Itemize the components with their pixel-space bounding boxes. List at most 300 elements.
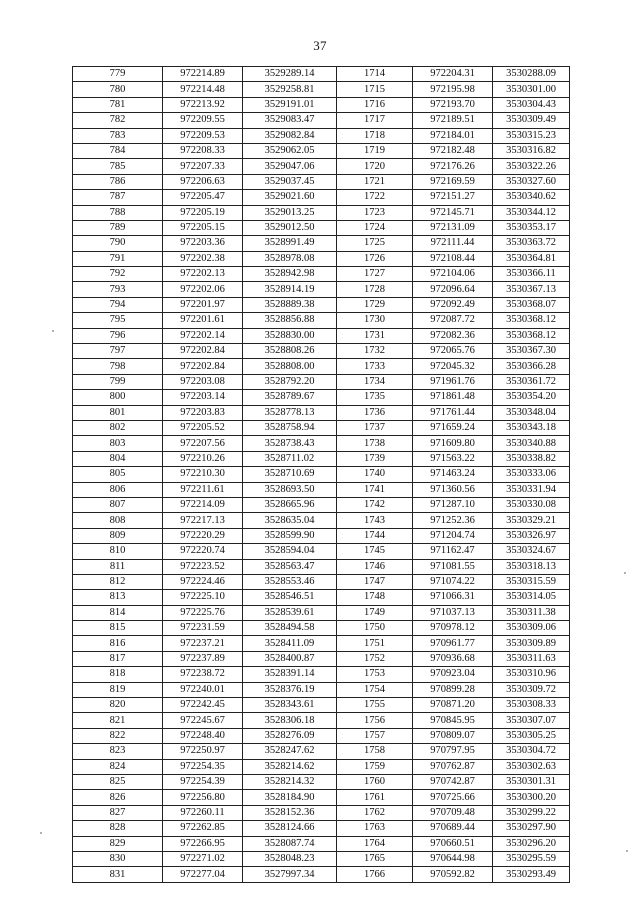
y-coordinate-cell: 3530344.12 xyxy=(493,205,570,220)
point-number-cell: 826 xyxy=(73,790,163,805)
point-number-cell: 1741 xyxy=(337,482,413,497)
point-number-cell: 804 xyxy=(73,451,163,466)
y-coordinate-cell: 3528978.08 xyxy=(243,251,337,266)
table-row xyxy=(73,651,570,666)
x-coordinate-cell: 972266.95 xyxy=(163,836,243,851)
table-row xyxy=(73,359,570,374)
y-coordinate-cell: 3528553.46 xyxy=(243,574,337,589)
y-coordinate-cell: 3530364.81 xyxy=(493,251,570,266)
y-coordinate-cell: 3528789.67 xyxy=(243,390,337,405)
y-coordinate-cell: 3528400.87 xyxy=(243,651,337,666)
point-number-cell: 1755 xyxy=(337,698,413,713)
x-coordinate-cell: 972260.11 xyxy=(163,805,243,820)
y-coordinate-cell: 3528539.61 xyxy=(243,605,337,620)
table-row xyxy=(73,851,570,866)
y-coordinate-cell: 3530304.72 xyxy=(493,744,570,759)
x-coordinate-cell: 972214.09 xyxy=(163,497,243,512)
x-coordinate-cell: 972203.14 xyxy=(163,390,243,405)
table-row xyxy=(73,328,570,343)
point-number-cell: 1717 xyxy=(337,113,413,128)
page-number: 37 xyxy=(313,38,327,53)
y-coordinate-cell: 3530367.13 xyxy=(493,282,570,297)
table-row xyxy=(73,574,570,589)
x-coordinate-cell: 972205.15 xyxy=(163,220,243,235)
point-number-cell: 1738 xyxy=(337,436,413,451)
y-coordinate-cell: 3528214.62 xyxy=(243,759,337,774)
table-row xyxy=(73,805,570,820)
table-row xyxy=(73,436,570,451)
table-row xyxy=(73,420,570,435)
x-coordinate-cell: 972131.09 xyxy=(413,220,493,235)
x-coordinate-cell: 972205.19 xyxy=(163,205,243,220)
y-coordinate-cell: 3530308.33 xyxy=(493,698,570,713)
y-coordinate-cell: 3530300.20 xyxy=(493,790,570,805)
y-coordinate-cell: 3528247.62 xyxy=(243,744,337,759)
point-number-cell: 819 xyxy=(73,682,163,697)
x-coordinate-cell: 970809.07 xyxy=(413,728,493,743)
x-coordinate-cell: 971074.22 xyxy=(413,574,493,589)
point-number-cell: 1719 xyxy=(337,143,413,158)
point-number-cell: 1763 xyxy=(337,821,413,836)
table-row xyxy=(73,744,570,759)
x-coordinate-cell: 972202.14 xyxy=(163,328,243,343)
x-coordinate-cell: 972238.72 xyxy=(163,667,243,682)
point-number-cell: 784 xyxy=(73,143,163,158)
point-number-cell: 788 xyxy=(73,205,163,220)
point-number-cell: 829 xyxy=(73,836,163,851)
x-coordinate-cell: 972145.71 xyxy=(413,205,493,220)
x-coordinate-cell: 972237.89 xyxy=(163,651,243,666)
y-coordinate-cell: 3530367.30 xyxy=(493,344,570,359)
point-number-cell: 1742 xyxy=(337,497,413,512)
y-coordinate-cell: 3528152.36 xyxy=(243,805,337,820)
table-row xyxy=(73,220,570,235)
point-number-cell: 1726 xyxy=(337,251,413,266)
table-row xyxy=(73,636,570,651)
x-coordinate-cell: 972210.26 xyxy=(163,451,243,466)
y-coordinate-cell: 3528808.26 xyxy=(243,344,337,359)
x-coordinate-cell: 972045.32 xyxy=(413,359,493,374)
point-number-cell: 1737 xyxy=(337,420,413,435)
x-coordinate-cell: 970797.95 xyxy=(413,744,493,759)
table-row xyxy=(73,467,570,482)
x-coordinate-cell: 970742.87 xyxy=(413,774,493,789)
x-coordinate-cell: 970871.20 xyxy=(413,698,493,713)
x-coordinate-cell: 970936.68 xyxy=(413,651,493,666)
point-number-cell: 779 xyxy=(73,67,163,82)
y-coordinate-cell: 3530366.11 xyxy=(493,267,570,282)
y-coordinate-cell: 3530315.59 xyxy=(493,574,570,589)
y-coordinate-cell: 3528665.96 xyxy=(243,497,337,512)
table-row xyxy=(73,621,570,636)
y-coordinate-cell: 3528048.23 xyxy=(243,851,337,866)
y-coordinate-cell: 3530368.12 xyxy=(493,328,570,343)
point-number-cell: 1749 xyxy=(337,605,413,620)
point-number-cell: 1765 xyxy=(337,851,413,866)
x-coordinate-cell: 971037.13 xyxy=(413,605,493,620)
x-coordinate-cell: 972092.49 xyxy=(413,297,493,312)
point-number-cell: 797 xyxy=(73,344,163,359)
table-row xyxy=(73,205,570,220)
y-coordinate-cell: 3528411.09 xyxy=(243,636,337,651)
point-number-cell: 793 xyxy=(73,282,163,297)
x-coordinate-cell: 972223.52 xyxy=(163,559,243,574)
x-coordinate-cell: 972225.10 xyxy=(163,590,243,605)
point-number-cell: 786 xyxy=(73,174,163,189)
table-row xyxy=(73,236,570,251)
y-coordinate-cell: 3528792.20 xyxy=(243,374,337,389)
table-row xyxy=(73,190,570,205)
point-number-cell: 1759 xyxy=(337,759,413,774)
x-coordinate-cell: 972256.80 xyxy=(163,790,243,805)
y-coordinate-cell: 3528914.19 xyxy=(243,282,337,297)
point-number-cell: 822 xyxy=(73,728,163,743)
point-number-cell: 1723 xyxy=(337,205,413,220)
table-row xyxy=(73,713,570,728)
table-row xyxy=(73,698,570,713)
table-row xyxy=(73,867,570,882)
point-number-cell: 1731 xyxy=(337,328,413,343)
y-coordinate-cell: 3530340.62 xyxy=(493,190,570,205)
y-coordinate-cell: 3530293.49 xyxy=(493,867,570,882)
point-number-cell: 1744 xyxy=(337,528,413,543)
point-number-cell: 827 xyxy=(73,805,163,820)
point-number-cell: 782 xyxy=(73,113,163,128)
point-number-cell: 803 xyxy=(73,436,163,451)
table-row xyxy=(73,159,570,174)
x-coordinate-cell: 972217.13 xyxy=(163,513,243,528)
point-number-cell: 1750 xyxy=(337,621,413,636)
point-number-cell: 796 xyxy=(73,328,163,343)
x-coordinate-cell: 970689.44 xyxy=(413,821,493,836)
x-coordinate-cell: 972184.01 xyxy=(413,128,493,143)
x-coordinate-cell: 971287.10 xyxy=(413,497,493,512)
table-row xyxy=(73,128,570,143)
point-number-cell: 1736 xyxy=(337,405,413,420)
y-coordinate-cell: 3528343.61 xyxy=(243,698,337,713)
x-coordinate-cell: 971252.36 xyxy=(413,513,493,528)
point-number-cell: 830 xyxy=(73,851,163,866)
table-row xyxy=(73,313,570,328)
x-coordinate-cell: 972108.44 xyxy=(413,251,493,266)
point-number-cell: 816 xyxy=(73,636,163,651)
y-coordinate-cell: 3530309.06 xyxy=(493,621,570,636)
y-coordinate-cell: 3530330.08 xyxy=(493,497,570,512)
point-number-cell: 1764 xyxy=(337,836,413,851)
point-number-cell: 1730 xyxy=(337,313,413,328)
table-row xyxy=(73,251,570,266)
y-coordinate-cell: 3530327.60 xyxy=(493,174,570,189)
point-number-cell: 1766 xyxy=(337,867,413,882)
point-number-cell: 795 xyxy=(73,313,163,328)
y-coordinate-cell: 3530368.07 xyxy=(493,297,570,312)
y-coordinate-cell: 3530329.21 xyxy=(493,513,570,528)
table-row xyxy=(73,405,570,420)
x-coordinate-cell: 971360.56 xyxy=(413,482,493,497)
point-number-cell: 1746 xyxy=(337,559,413,574)
point-number-cell: 1756 xyxy=(337,713,413,728)
point-number-cell: 1743 xyxy=(337,513,413,528)
point-number-cell: 817 xyxy=(73,651,163,666)
x-coordinate-cell: 972202.38 xyxy=(163,251,243,266)
y-coordinate-cell: 3528594.04 xyxy=(243,544,337,559)
point-number-cell: 1740 xyxy=(337,467,413,482)
point-number-cell: 791 xyxy=(73,251,163,266)
table-row xyxy=(73,67,570,82)
x-coordinate-cell: 972209.55 xyxy=(163,113,243,128)
x-coordinate-cell: 972224.46 xyxy=(163,574,243,589)
y-coordinate-cell: 3530348.04 xyxy=(493,405,570,420)
point-number-cell: 806 xyxy=(73,482,163,497)
point-number-cell: 1762 xyxy=(337,805,413,820)
x-coordinate-cell: 972254.39 xyxy=(163,774,243,789)
point-number-cell: 814 xyxy=(73,605,163,620)
y-coordinate-cell: 3529082.84 xyxy=(243,128,337,143)
x-coordinate-cell: 972271.02 xyxy=(163,851,243,866)
x-coordinate-cell: 971162.47 xyxy=(413,544,493,559)
x-coordinate-cell: 972205.47 xyxy=(163,190,243,205)
y-coordinate-cell: 3528889.38 xyxy=(243,297,337,312)
x-coordinate-cell: 972237.21 xyxy=(163,636,243,651)
x-coordinate-cell: 972182.48 xyxy=(413,143,493,158)
y-coordinate-cell: 3530338.82 xyxy=(493,451,570,466)
y-coordinate-cell: 3530343.18 xyxy=(493,420,570,435)
y-coordinate-cell: 3530366.28 xyxy=(493,359,570,374)
x-coordinate-cell: 972213.92 xyxy=(163,97,243,112)
point-number-cell: 1735 xyxy=(337,390,413,405)
point-number-cell: 787 xyxy=(73,190,163,205)
x-coordinate-cell: 972242.45 xyxy=(163,698,243,713)
point-number-cell: 801 xyxy=(73,405,163,420)
table-row xyxy=(73,497,570,512)
y-coordinate-cell: 3530326.97 xyxy=(493,528,570,543)
table-row xyxy=(73,759,570,774)
x-coordinate-cell: 972245.67 xyxy=(163,713,243,728)
x-coordinate-cell: 972203.08 xyxy=(163,374,243,389)
y-coordinate-cell: 3528830.00 xyxy=(243,328,337,343)
x-coordinate-cell: 972169.59 xyxy=(413,174,493,189)
y-coordinate-cell: 3529012.50 xyxy=(243,220,337,235)
x-coordinate-cell: 972210.30 xyxy=(163,467,243,482)
scan-speck xyxy=(624,572,626,574)
y-coordinate-cell: 3530363.72 xyxy=(493,236,570,251)
x-coordinate-cell: 972202.84 xyxy=(163,344,243,359)
point-number-cell: 1729 xyxy=(337,297,413,312)
y-coordinate-cell: 3528738.43 xyxy=(243,436,337,451)
y-coordinate-cell: 3530309.89 xyxy=(493,636,570,651)
y-coordinate-cell: 3528276.09 xyxy=(243,728,337,743)
y-coordinate-cell: 3529191.01 xyxy=(243,97,337,112)
y-coordinate-cell: 3529047.06 xyxy=(243,159,337,174)
y-coordinate-cell: 3529289.14 xyxy=(243,67,337,82)
table-row xyxy=(73,113,570,128)
y-coordinate-cell: 3528391.14 xyxy=(243,667,337,682)
x-coordinate-cell: 972220.29 xyxy=(163,528,243,543)
y-coordinate-cell: 3530307.07 xyxy=(493,713,570,728)
point-number-cell: 811 xyxy=(73,559,163,574)
point-number-cell: 805 xyxy=(73,467,163,482)
y-coordinate-cell: 3528711.02 xyxy=(243,451,337,466)
x-coordinate-cell: 972205.52 xyxy=(163,420,243,435)
table-row xyxy=(73,267,570,282)
x-coordinate-cell: 972208.33 xyxy=(163,143,243,158)
y-coordinate-cell: 3530309.49 xyxy=(493,113,570,128)
y-coordinate-cell: 3530353.17 xyxy=(493,220,570,235)
point-number-cell: 789 xyxy=(73,220,163,235)
x-coordinate-cell: 972209.53 xyxy=(163,128,243,143)
y-coordinate-cell: 3530311.63 xyxy=(493,651,570,666)
point-number-cell: 1724 xyxy=(337,220,413,235)
x-coordinate-cell: 972262.85 xyxy=(163,821,243,836)
point-number-cell: 1747 xyxy=(337,574,413,589)
y-coordinate-cell: 3530340.88 xyxy=(493,436,570,451)
point-number-cell: 809 xyxy=(73,528,163,543)
x-coordinate-cell: 970978.12 xyxy=(413,621,493,636)
x-coordinate-cell: 972203.36 xyxy=(163,236,243,251)
point-number-cell: 1753 xyxy=(337,667,413,682)
y-coordinate-cell: 3529037.45 xyxy=(243,174,337,189)
y-coordinate-cell: 3529013.25 xyxy=(243,205,337,220)
y-coordinate-cell: 3530309.72 xyxy=(493,682,570,697)
point-number-cell: 824 xyxy=(73,759,163,774)
x-coordinate-cell: 970644.98 xyxy=(413,851,493,866)
x-coordinate-cell: 972087.72 xyxy=(413,313,493,328)
x-coordinate-cell: 972211.61 xyxy=(163,482,243,497)
y-coordinate-cell: 3528942.98 xyxy=(243,267,337,282)
table-row xyxy=(73,513,570,528)
point-number-cell: 1718 xyxy=(337,128,413,143)
table-row xyxy=(73,97,570,112)
x-coordinate-cell: 971463.24 xyxy=(413,467,493,482)
point-number-cell: 781 xyxy=(73,97,163,112)
x-coordinate-cell: 972277.04 xyxy=(163,867,243,882)
x-coordinate-cell: 970762.87 xyxy=(413,759,493,774)
point-number-cell: 790 xyxy=(73,236,163,251)
point-number-cell: 810 xyxy=(73,544,163,559)
point-number-cell: 1728 xyxy=(337,282,413,297)
y-coordinate-cell: 3530361.72 xyxy=(493,374,570,389)
point-number-cell: 1752 xyxy=(337,651,413,666)
y-coordinate-cell: 3528306.18 xyxy=(243,713,337,728)
point-number-cell: 1725 xyxy=(337,236,413,251)
y-coordinate-cell: 3528124.66 xyxy=(243,821,337,836)
point-number-cell: 1754 xyxy=(337,682,413,697)
x-coordinate-cell: 971761.44 xyxy=(413,405,493,420)
scan-speck xyxy=(52,330,54,332)
x-coordinate-cell: 972203.83 xyxy=(163,405,243,420)
y-coordinate-cell: 3530368.12 xyxy=(493,313,570,328)
y-coordinate-cell: 3527997.34 xyxy=(243,867,337,882)
x-coordinate-cell: 972220.74 xyxy=(163,544,243,559)
table-row xyxy=(73,774,570,789)
point-number-cell: 813 xyxy=(73,590,163,605)
y-coordinate-cell: 3528758.94 xyxy=(243,420,337,435)
point-number-cell: 1722 xyxy=(337,190,413,205)
point-number-cell: 1727 xyxy=(337,267,413,282)
table-row xyxy=(73,821,570,836)
point-number-cell: 783 xyxy=(73,128,163,143)
y-coordinate-cell: 3530314.05 xyxy=(493,590,570,605)
y-coordinate-cell: 3528991.49 xyxy=(243,236,337,251)
x-coordinate-cell: 970660.51 xyxy=(413,836,493,851)
point-number-cell: 1758 xyxy=(337,744,413,759)
x-coordinate-cell: 971609.80 xyxy=(413,436,493,451)
point-number-cell: 815 xyxy=(73,621,163,636)
point-number-cell: 1761 xyxy=(337,790,413,805)
y-coordinate-cell: 3530316.82 xyxy=(493,143,570,158)
point-number-cell: 1748 xyxy=(337,590,413,605)
point-number-cell: 1716 xyxy=(337,97,413,112)
table-row xyxy=(73,451,570,466)
x-coordinate-cell: 972214.89 xyxy=(163,67,243,82)
y-coordinate-cell: 3528376.19 xyxy=(243,682,337,697)
table-row xyxy=(73,836,570,851)
point-number-cell: 794 xyxy=(73,297,163,312)
y-coordinate-cell: 3530318.13 xyxy=(493,559,570,574)
x-coordinate-cell: 970709.48 xyxy=(413,805,493,820)
x-coordinate-cell: 972104.06 xyxy=(413,267,493,282)
x-coordinate-cell: 970899.28 xyxy=(413,682,493,697)
point-number-cell: 1720 xyxy=(337,159,413,174)
x-coordinate-cell: 972206.63 xyxy=(163,174,243,189)
point-number-cell: 821 xyxy=(73,713,163,728)
table-row xyxy=(73,390,570,405)
scan-speck xyxy=(626,850,628,852)
point-number-cell: 1751 xyxy=(337,636,413,651)
point-number-cell: 823 xyxy=(73,744,163,759)
y-coordinate-cell: 3530331.94 xyxy=(493,482,570,497)
x-coordinate-cell: 972207.33 xyxy=(163,159,243,174)
y-coordinate-cell: 3529062.05 xyxy=(243,143,337,158)
x-coordinate-cell: 972065.76 xyxy=(413,344,493,359)
x-coordinate-cell: 972082.36 xyxy=(413,328,493,343)
point-number-cell: 1757 xyxy=(337,728,413,743)
point-number-cell: 1733 xyxy=(337,359,413,374)
table-row xyxy=(73,790,570,805)
x-coordinate-cell: 972254.35 xyxy=(163,759,243,774)
table-row xyxy=(73,728,570,743)
point-number-cell: 1721 xyxy=(337,174,413,189)
x-coordinate-cell: 970923.04 xyxy=(413,667,493,682)
y-coordinate-cell: 3530324.67 xyxy=(493,544,570,559)
x-coordinate-cell: 972201.61 xyxy=(163,313,243,328)
y-coordinate-cell: 3528856.88 xyxy=(243,313,337,328)
y-coordinate-cell: 3530315.23 xyxy=(493,128,570,143)
x-coordinate-cell: 970592.82 xyxy=(413,867,493,882)
point-number-cell: 798 xyxy=(73,359,163,374)
x-coordinate-cell: 972201.97 xyxy=(163,297,243,312)
x-coordinate-cell: 972195.98 xyxy=(413,82,493,97)
point-number-cell: 828 xyxy=(73,821,163,836)
point-number-cell: 1715 xyxy=(337,82,413,97)
x-coordinate-cell: 970845.95 xyxy=(413,713,493,728)
point-number-cell: 808 xyxy=(73,513,163,528)
table-row xyxy=(73,344,570,359)
point-number-cell: 818 xyxy=(73,667,163,682)
y-coordinate-cell: 3528693.50 xyxy=(243,482,337,497)
point-number-cell: 785 xyxy=(73,159,163,174)
table-row xyxy=(73,528,570,543)
table-row xyxy=(73,282,570,297)
y-coordinate-cell: 3530301.00 xyxy=(493,82,570,97)
table-row xyxy=(73,297,570,312)
x-coordinate-cell: 971659.24 xyxy=(413,420,493,435)
point-number-cell: 780 xyxy=(73,82,163,97)
coordinates-table xyxy=(72,66,570,883)
y-coordinate-cell: 3530295.59 xyxy=(493,851,570,866)
x-coordinate-cell: 972202.06 xyxy=(163,282,243,297)
y-coordinate-cell: 3530322.26 xyxy=(493,159,570,174)
